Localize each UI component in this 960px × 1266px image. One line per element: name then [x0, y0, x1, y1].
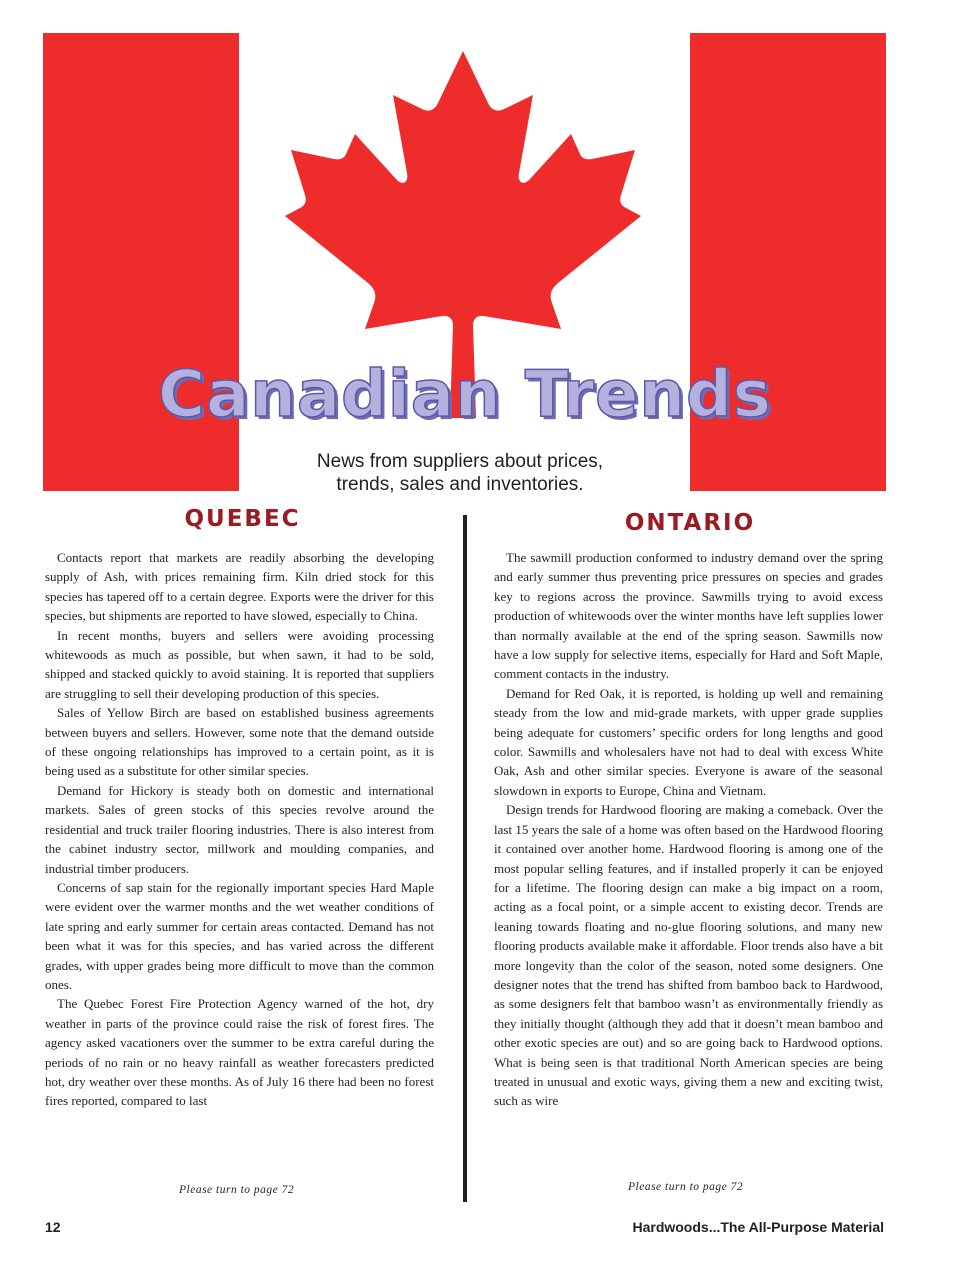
ontario-paragraph: Design trends for Hardwood flooring are making a comeback. Over the last 15 years the sale of a home was often based on the Hardwood flooring it contained over another home. Hardwood flooring is among one of the most popular selling features, and if installed properly it can be enjoyed for a lifetime. The flooring design can make a big impact on a room, acting as a focal point, or a simple accent to existing decor. Trends are leaning towards floating and no-glue flooring solutions, and many new flooring products available make it affordable. Floor trends also have a bit more longevity than the color of the season, noted some designers. One designer notes that the trend has shifted from bamboo back to Hardwood, as some designers felt that bamboo wasn’t as environmentally friendly as they initially thought (although they add that it doesn’t mean bamboo and other exotic species are out) and so are going back to Hardwood options. What is being seen is that traditional North American species are being treated in unusual and exotic ways, giving them a new and exciting twist, such as wire — [494, 802, 883, 1109]
ontario-paragraph: Demand for Red Oak, it is reported, is holding up well and remaining steady from the low and mid-grade markets, with upper grade supplies being adequate for customers’ specific orders for long lengths and good color. Sawmills and wholesalers have not had to deal with excess White Oak, Ash and other similar species. Everyone is aware of the seasonal slowdown in exports to Europe, China and Vietnam. — [494, 685, 883, 798]
quebec-paragraph: Concerns of sap stain for the regionally important species Hard Maple were evident over the warmer months and the wet weather conditions of late spring and early summer for certain areas contacted. Demand has not been what it was for this species, and has varied across the different grades, with upper grades being more difficult to move than the common ones. — [45, 879, 434, 992]
quebec-heading: QUEBEC — [184, 506, 301, 532]
ontario-paragraph: The sawmill production conformed to industry demand over the spring and early summer thus preventing price pressures on species and grades key to regions across the province. Sawmills trying to avoid excess production of whitewoods over the winter months have left supplies lower than normally available at the end of the spring season. Sawmills now have a low supply for selective items, especially for Hard and Soft Maple, comment contacts in the industry. — [494, 550, 883, 682]
quebec-paragraph: In recent months, buyers and sellers were avoiding processing whitewoods as much as possible, but when sawn, it had to be sold, shipped and stacked quickly to avoid staining. It is reported that suppliers are struggling to sell their developing production of this species. — [45, 627, 434, 701]
quebec-paragraph: The Quebec Forest Fire Protection Agency warned of the hot, dry weather in parts of the province could raise the risk of forest fires. The agency asked vacationers over the summer to be extra careful during the periods of no rain or no heavy rainfall as weather forecasters predicted hot, dry weather over these months. As of July 16 there had been no forest fires reported, compared to last — [45, 996, 434, 1109]
quebec-paragraph: Demand for Hickory is steady both on domestic and international markets. Sales of green stocks of this species revolve around the residential and truck trailer flooring industries. There is also interest from the cabinet industry sector, millwork and moulding companies, and industrial timber producers. — [45, 782, 434, 876]
publication-name: Hardwoods...The All-Purpose Material — [632, 1219, 884, 1235]
quebec-column — [45, 548, 434, 1111]
quebec-continued-note: Please turn to page 72 — [179, 1184, 295, 1196]
subtitle-line-2: trends, sales and inventories. — [336, 474, 584, 495]
quebec-paragraph: Contacts report that markets are readily absorbing the developing supply of Ash, with prices remaining firm. Kiln dried stock for this species has tapered off to a certain degree. Exports were the driver for this species, but shipments are reported to have slowed, especially to China. — [45, 550, 434, 624]
page-number: 12 — [45, 1219, 61, 1235]
quebec-paragraph: Sales of Yellow Birch are based on established business agreements between buyers and sellers. However, some note that the demand outside of these ongoing relationships has improved to a certain point, as it is being used as a substitute for other similar species. — [45, 705, 434, 779]
ontario-continued-note: Please turn to page 72 — [628, 1181, 744, 1193]
column-divider — [463, 515, 467, 1202]
ontario-column — [494, 548, 883, 1111]
masthead-subtitle — [240, 450, 680, 496]
ontario-heading: ONTARIO — [624, 510, 756, 536]
masthead-title: Canadian Trends — [158, 358, 772, 432]
subtitle-line-1: News from suppliers about prices, — [316, 451, 604, 472]
